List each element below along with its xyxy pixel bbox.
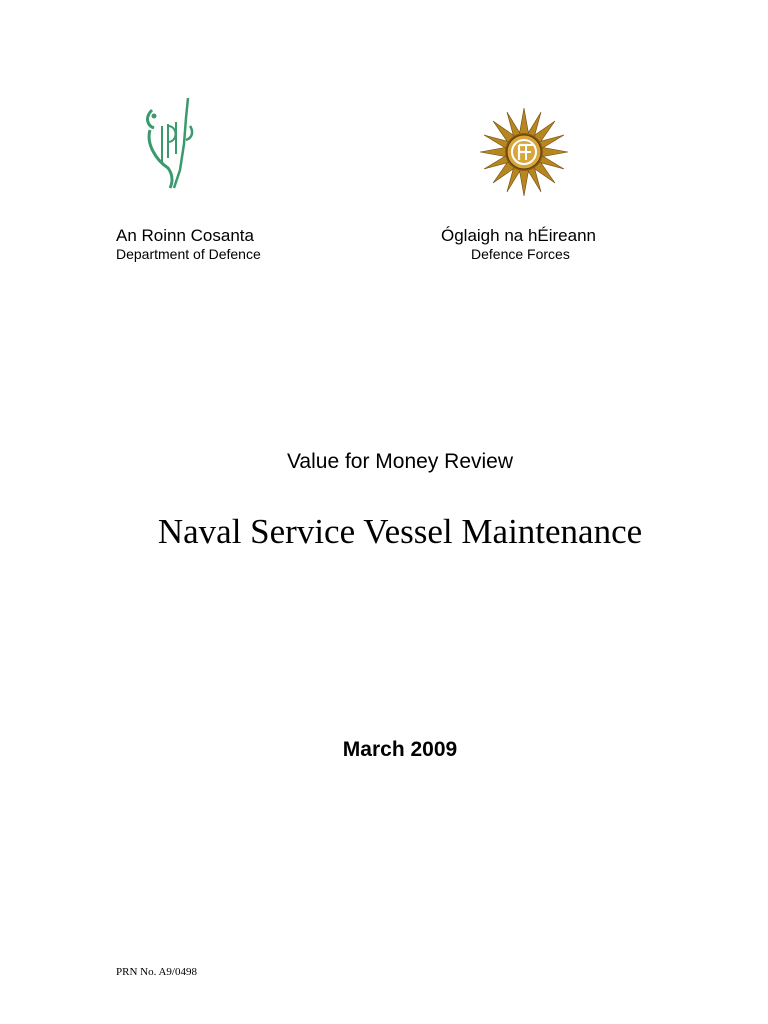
department-name-english: Department of Defence — [116, 246, 261, 262]
defence-forces-name-irish: Óglaigh na hÉireann — [441, 226, 597, 245]
document-series: Value for Money Review — [286, 450, 514, 473]
prn-number: PRN No. A9/0498 — [116, 966, 197, 978]
defence-forces-badge-icon — [478, 106, 570, 198]
defence-forces-name-english: Defence Forces — [471, 246, 570, 262]
document-date: March 2009 — [342, 738, 458, 761]
harp-logo-icon — [140, 96, 196, 192]
department-name-irish: An Roinn Cosanta — [116, 226, 254, 245]
document-title: Naval Service Vessel Maintenance — [157, 512, 643, 551]
